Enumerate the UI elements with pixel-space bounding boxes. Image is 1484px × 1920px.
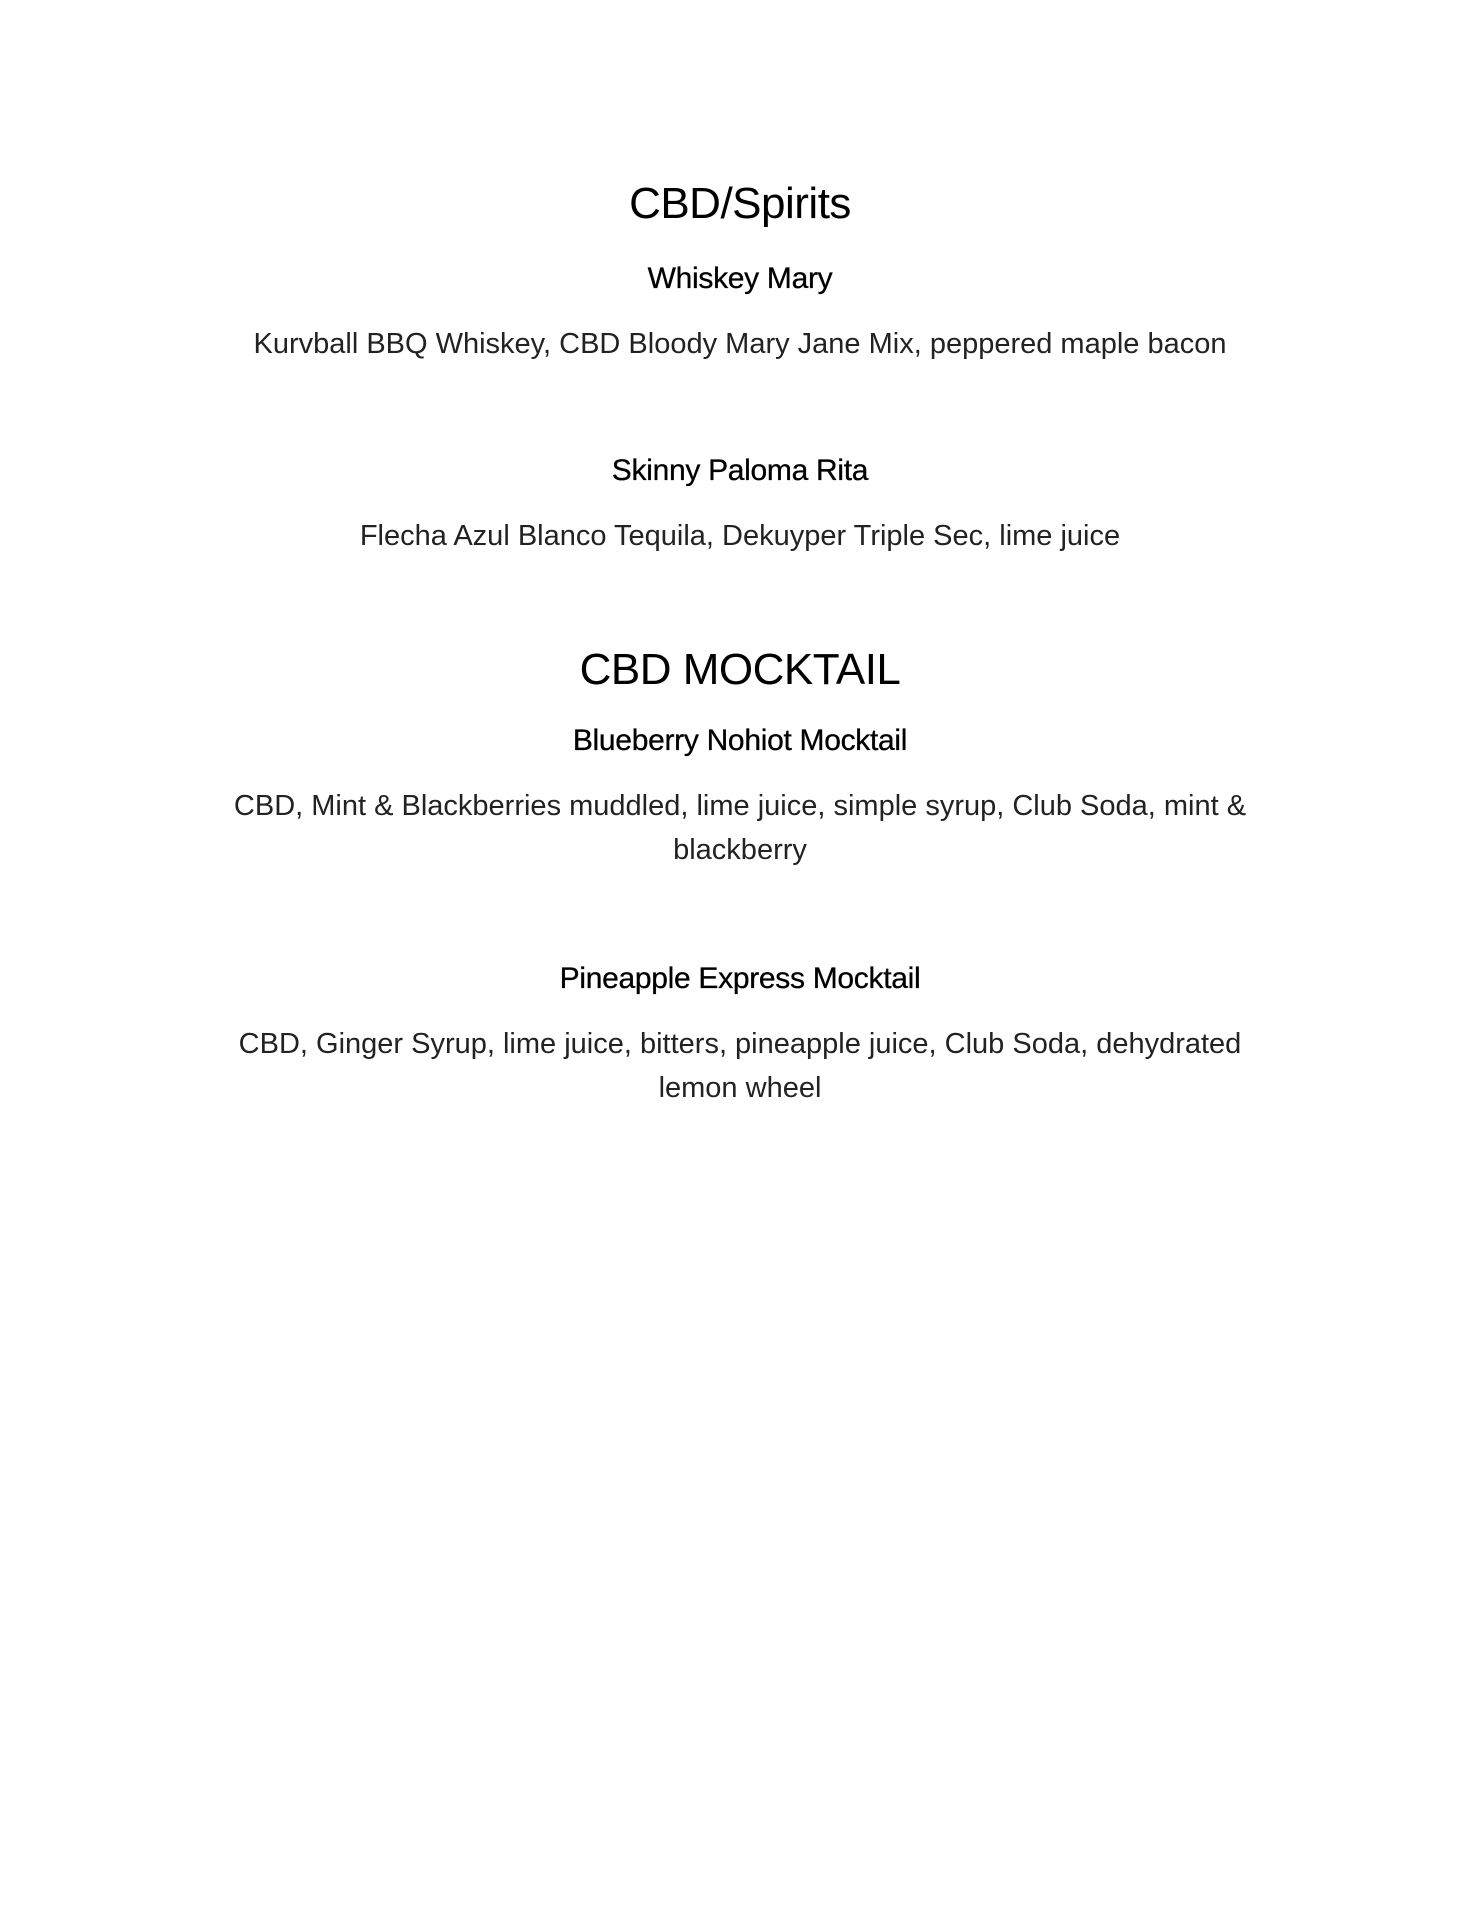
description-line: Kurvball BBQ Whiskey, CBD Bloody Mary Jane Mix, peppered maple bacon (253, 328, 1227, 360)
description-line: Flecha Azul Blanco Tequila, Dekuyper Triple Sec, lime juice (359, 520, 1121, 552)
section-title-cbd-spirits: CBD/Spirits (629, 179, 851, 228)
item-name-pineapple-express-mocktail: Pineapple Express Mocktail (559, 962, 921, 995)
item-name-whiskey-mary: Whiskey Mary (647, 262, 833, 295)
item-description-blueberry-nohiot-mocktail (190, 784, 1290, 872)
item-description-pineapple-express-mocktail (190, 1022, 1290, 1110)
item-description-skinny-paloma-rita (190, 514, 1290, 558)
section-title-cbd-mocktail: CBD MOCKTAIL (579, 645, 901, 694)
item-name-blueberry-nohiot-mocktail: Blueberry Nohiot Mocktail (572, 724, 908, 757)
item-name-skinny-paloma-rita: Skinny Paloma Rita (611, 454, 869, 487)
description-line: CBD, Ginger Syrup, lime juice, bitters, pineapple juice, Club Soda, dehydrated (238, 1028, 1242, 1060)
description-line: CBD, Mint & Blackberries muddled, lime juice, simple syrup, Club Soda, mint & (233, 790, 1247, 822)
description-line: blackberry (673, 834, 807, 866)
item-description-whiskey-mary (190, 322, 1290, 366)
description-line: lemon wheel (658, 1072, 822, 1104)
